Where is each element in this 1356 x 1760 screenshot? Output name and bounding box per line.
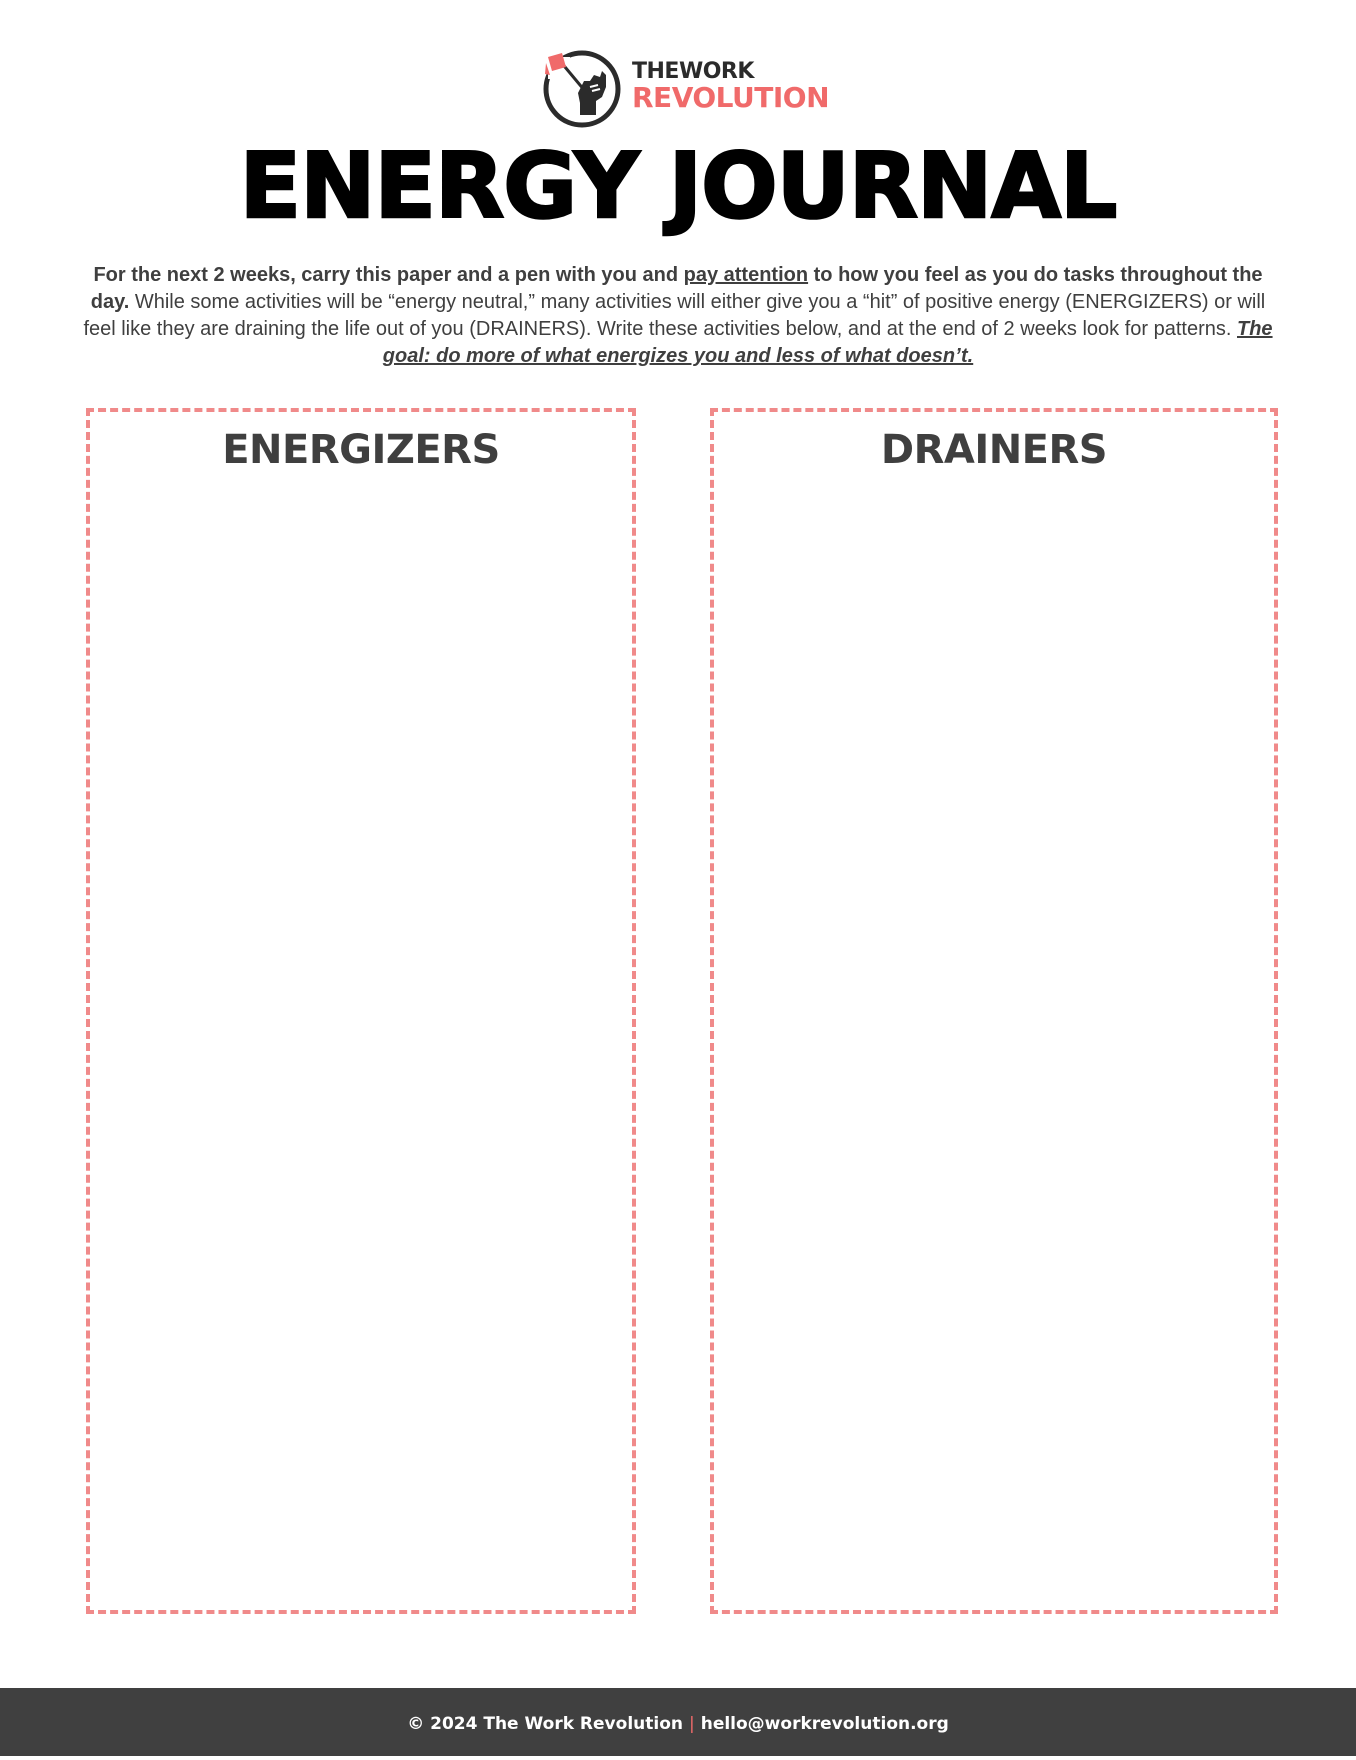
intro-paragraph	[80, 262, 1276, 370]
footer	[0, 1688, 1356, 1756]
footer-separator: |	[688, 1714, 695, 1734]
energizers-heading: ENERGIZERS	[222, 427, 500, 473]
intro-bold-end: to how you feel as you do tasks throughout the day.	[90, 264, 1263, 313]
intro-body: While some activities will be “energy neutral,” many activities will either give you a “hit” of positive energy (ENERGIZERS) or will feel like they are draining the life out of you (DRAINERS). Write these activities below, and at the end of 2 weeks look for patterns.	[83, 291, 1266, 340]
intro-goal: The goal: do more of what energizes you and less of what doesn’t.	[382, 318, 1273, 367]
drainers-heading: DRAINERS	[880, 427, 1108, 473]
intro-underlined: pay attention	[683, 264, 809, 286]
brand-wordmark	[632, 61, 829, 112]
drainers-box	[710, 408, 1278, 1614]
brand-line-1: THEWORK	[632, 59, 754, 84]
intro-bold-start: For the next 2 weeks, carry this paper and a pen with you and	[93, 264, 679, 286]
raised-fist-flag-icon	[540, 47, 624, 131]
page-title: ENERGY JOURNAL	[239, 134, 1117, 239]
footer-email[interactable]: hello@workrevolution.org	[700, 1714, 949, 1734]
energizers-box	[86, 408, 636, 1614]
brand-line-2: REVOLUTION	[632, 81, 830, 114]
footer-copyright: © 2024 The Work Revolution	[407, 1714, 683, 1734]
brand-logo	[540, 47, 830, 131]
